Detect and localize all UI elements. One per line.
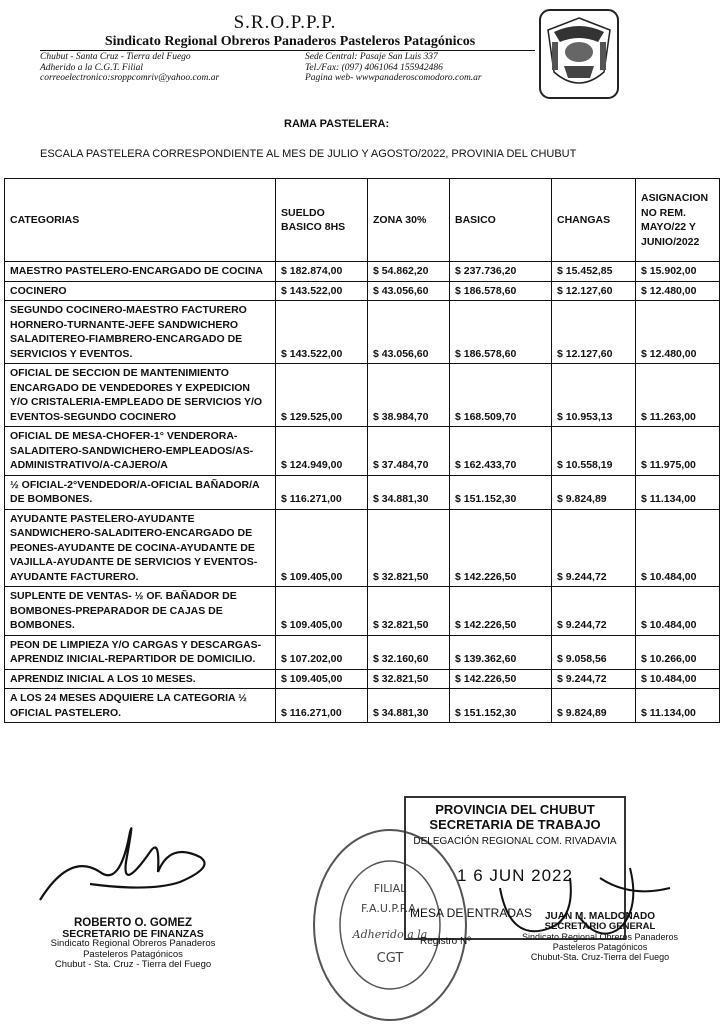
scale-title: ESCALA PASTELERA CORRESPONDIENTE AL MES DE JULIO Y AGOSTO/2022, PROVINIA DEL CHUBUT — [40, 148, 577, 160]
header-basico: BASICO — [450, 179, 552, 262]
zona-cell: $ 37.484,70 — [368, 427, 450, 476]
changas-cell: $ 9.824,89 — [552, 689, 636, 723]
signer-org-line: Sindicato Regional Obreros Panaderos — [50, 938, 216, 949]
zona-cell: $ 32.160,60 — [368, 635, 450, 669]
sueldo-cell: $ 182.874,00 — [276, 262, 368, 282]
sueldo-cell: $ 109.405,00 — [276, 669, 368, 689]
asignacion-cell: $ 12.480,00 — [636, 281, 720, 301]
stamp-desk: MESA DE ENTRADAS — [410, 906, 533, 920]
asignacion-cell: $ 12.480,00 — [636, 301, 720, 364]
sueldo-cell: $ 109.405,00 — [276, 587, 368, 636]
union-full-name: Sindicato Regional Obreros Panaderos Pasteleros Patagónicos — [104, 34, 476, 49]
basico-cell: $ 142.226,50 — [450, 669, 552, 689]
affiliation-line: Adherido a la C.G.T. Filial — [40, 62, 144, 73]
union-brand: S.R.O.P.P.P. — [233, 12, 337, 33]
changas-cell: $ 10.953,13 — [552, 364, 636, 427]
asignacion-cell: $ 10.484,00 — [636, 669, 720, 689]
table-row — [5, 427, 720, 476]
header-zona: ZONA 30% — [368, 179, 450, 262]
stamp-date: 1 6 JUN 2022 — [457, 866, 573, 885]
changas-cell: $ 10.558,19 — [552, 427, 636, 476]
asignacion-cell: $ 10.484,00 — [636, 587, 720, 636]
basico-cell: $ 168.509,70 — [450, 364, 552, 427]
sueldo-cell: $ 124.949,00 — [276, 427, 368, 476]
category-cell: A LOS 24 MESES ADQUIERE LA CATEGORIA ½ OFICIAL PASTELERO. — [5, 689, 276, 723]
table-row — [5, 635, 720, 669]
basico-cell: $ 142.226,50 — [450, 587, 552, 636]
category-cell: OFICIAL DE MESA-CHOFER-1° VENDERORA-SALADITERO-SANDWICHERO-EMPLEADOS/AS-ADMINISTRATIVO/A-CAJERO/A — [5, 427, 276, 476]
letterhead-divider — [40, 50, 535, 51]
basico-cell: $ 151.152,30 — [450, 689, 552, 723]
asignacion-cell: $ 11.134,00 — [636, 689, 720, 723]
letterhead-right-info — [305, 52, 535, 84]
seal-line-2: F.A.U.P.P.A. — [360, 902, 420, 915]
category-cell: AYUDANTE PASTELERO-AYUDANTE SANDWICHERO-SALADITERO-ENCARGADO DE PEONES-AYUDANTE DE COCINA-AYUDANTE DE VAJILLA-AYUDANTE DE SERVICIOS Y EVENTOS-AYUDANTE FACTURERO. — [5, 509, 276, 587]
salary-scale-table — [4, 178, 720, 723]
signature-scribble-left-icon — [30, 812, 230, 912]
signer-org-line: Chubut - Sta. Cruz - Tierra del Fuego — [54, 959, 212, 970]
table-row — [5, 669, 720, 689]
basico-cell: $ 237.736,20 — [450, 262, 552, 282]
signer-role-right: SECRETARIO GENERAL — [544, 921, 656, 932]
zona-cell: $ 54.862,20 — [368, 262, 450, 282]
asignacion-cell: $ 15.902,00 — [636, 262, 720, 282]
basico-cell: $ 139.362,60 — [450, 635, 552, 669]
sueldo-cell: $ 116.271,00 — [276, 475, 368, 509]
zona-cell: $ 32.821,50 — [368, 587, 450, 636]
changas-cell: $ 9.058,56 — [552, 635, 636, 669]
zona-cell: $ 34.881,30 — [368, 689, 450, 723]
zona-cell: $ 32.821,50 — [368, 509, 450, 587]
changas-cell: $ 9.244,72 — [552, 509, 636, 587]
changas-cell: $ 9.824,89 — [552, 475, 636, 509]
basico-cell: $ 186.578,60 — [450, 301, 552, 364]
seal-line-1: FILIAL — [373, 882, 407, 895]
region-line: Chubut - Santa Cruz - Tierra del Fuego — [40, 52, 191, 62]
signature-block-right — [520, 912, 680, 962]
sueldo-cell: $ 143.522,00 — [276, 281, 368, 301]
signer-role-left: SECRETARIO DE FINANZAS — [62, 927, 204, 940]
category-cell: APRENDIZ INICIAL A LOS 10 MESES. — [5, 669, 276, 689]
changas-cell: $ 9.244,72 — [552, 669, 636, 689]
asignacion-cell: $ 11.134,00 — [636, 475, 720, 509]
asignacion-cell: $ 11.263,00 — [636, 364, 720, 427]
category-cell: SUPLENTE DE VENTAS- ½ OF. BAÑADOR DE BOMBONES-PREPARADOR DE CAJAS DE BOMBONES. — [5, 587, 276, 636]
sueldo-cell: $ 107.202,00 — [276, 635, 368, 669]
header-sueldo-basico: SUELDO BASICO 8HS — [276, 179, 368, 262]
header-categorias: CATEGORIAS — [5, 179, 276, 262]
category-cell: COCINERO — [5, 281, 276, 301]
seal-line-4: CGT — [376, 951, 404, 966]
sueldo-cell: $ 143.522,00 — [276, 301, 368, 364]
table-row — [5, 262, 720, 282]
header-asignacion: ASIGNACION NO REM. MAYO/22 Y JUNIO/2022 — [636, 179, 720, 262]
basico-cell: $ 186.578,60 — [450, 281, 552, 301]
sueldo-cell: $ 129.525,00 — [276, 364, 368, 427]
asignacion-cell: $ 11.975,00 — [636, 427, 720, 476]
category-cell: SEGUNDO COCINERO-MAESTRO FACTURERO HORNERO-TURNANTE-JEFE SANDWICHERO SALADITEREO-FIAMBRERO-ENCARGADO DE SERVICIOS Y EVENTOS. — [5, 301, 276, 364]
table-row — [5, 364, 720, 427]
section-title: RAMA PASTELERA: — [284, 118, 390, 130]
letterhead-left-info — [40, 52, 320, 84]
zona-cell: $ 38.984,70 — [368, 364, 450, 427]
category-cell: ½ OFICIAL-2°VENDEDOR/A-OFICIAL BAÑADOR/A DE BOMBONES. — [5, 475, 276, 509]
signer-org-line: Pasteleros Patagónicos — [552, 942, 648, 952]
category-cell: PEON DE LIMPIEZA Y/O CARGAS Y DESCARGAS-APRENDIZ INICIAL-REPARTIDOR DE DOMICILIO. — [5, 635, 276, 669]
table-row — [5, 509, 720, 587]
basico-cell: $ 162.433,70 — [450, 427, 552, 476]
basico-cell: $ 142.226,50 — [450, 509, 552, 587]
signature-block-left — [28, 918, 238, 971]
stamp-registry: Registro Nº — [420, 936, 471, 947]
asignacion-cell: $ 10.484,00 — [636, 509, 720, 587]
asignacion-cell: $ 10.266,00 — [636, 635, 720, 669]
zona-cell: $ 43.056,60 — [368, 281, 450, 301]
header-changas: CHANGAS — [552, 179, 636, 262]
phone-line: Tel./Fax: (097) 4061064 155942486 — [305, 62, 443, 73]
changas-cell: $ 12.127,60 — [552, 281, 636, 301]
reception-stamp-title — [404, 802, 626, 832]
signer-org-line: Sindicato Regional Obreros Panaderos — [521, 932, 679, 942]
signer-name-left: ROBERTO O. GOMEZ — [74, 917, 192, 929]
signer-org-line: Pasteleros Patagónicos — [83, 948, 183, 960]
table-row — [5, 587, 720, 636]
seal-line-3: Adherido a la — [352, 928, 428, 941]
signer-name-right: JUAN M. MALDONADO — [545, 911, 655, 922]
basico-cell: $ 151.152,30 — [450, 475, 552, 509]
zona-cell: $ 34.881,30 — [368, 475, 450, 509]
email-line: correoelectronico:sroppcomriv@yahoo.com.ar — [40, 73, 220, 83]
website-line: Pagina web- wwwpanaderoscomodoro.com.ar — [305, 73, 482, 83]
union-emblem-icon — [538, 8, 620, 100]
sueldo-cell: $ 109.405,00 — [276, 509, 368, 587]
address-line: Sede Central: Pasaje San Luis 337 — [305, 52, 438, 62]
sueldo-cell: $ 116.271,00 — [276, 689, 368, 723]
signer-org-line: Chubut-Sta. Cruz-Tierra del Fuego — [530, 952, 670, 962]
changas-cell: $ 12.127,60 — [552, 301, 636, 364]
stamp-province: PROVINCIA DEL CHUBUT — [435, 802, 595, 817]
zona-cell: $ 32.821,50 — [368, 669, 450, 689]
stamp-delegation: DELEGACIÓN REGIONAL COM. RIVADAVIA — [413, 836, 617, 847]
category-cell: OFICIAL DE SECCION DE MANTENIMIENTO ENCARGADO DE VENDEDORES Y EXPEDICION Y/O CRISTALERIA-EMPLEADO DE SERVICIOS Y/O EVENTOS-SEGUNDO COCINERO — [5, 364, 276, 427]
category-cell: MAESTRO PASTELERO-ENCARGADO DE COCINA — [5, 262, 276, 282]
table-row — [5, 301, 720, 364]
table-row — [5, 475, 720, 509]
table-row — [5, 281, 720, 301]
changas-cell: $ 9.244,72 — [552, 587, 636, 636]
zona-cell: $ 43.056,60 — [368, 301, 450, 364]
changas-cell: $ 15.452,85 — [552, 262, 636, 282]
table-row — [5, 689, 720, 723]
table-header-row — [5, 179, 720, 262]
stamp-ministry: SECRETARIA DE TRABAJO — [429, 817, 601, 832]
